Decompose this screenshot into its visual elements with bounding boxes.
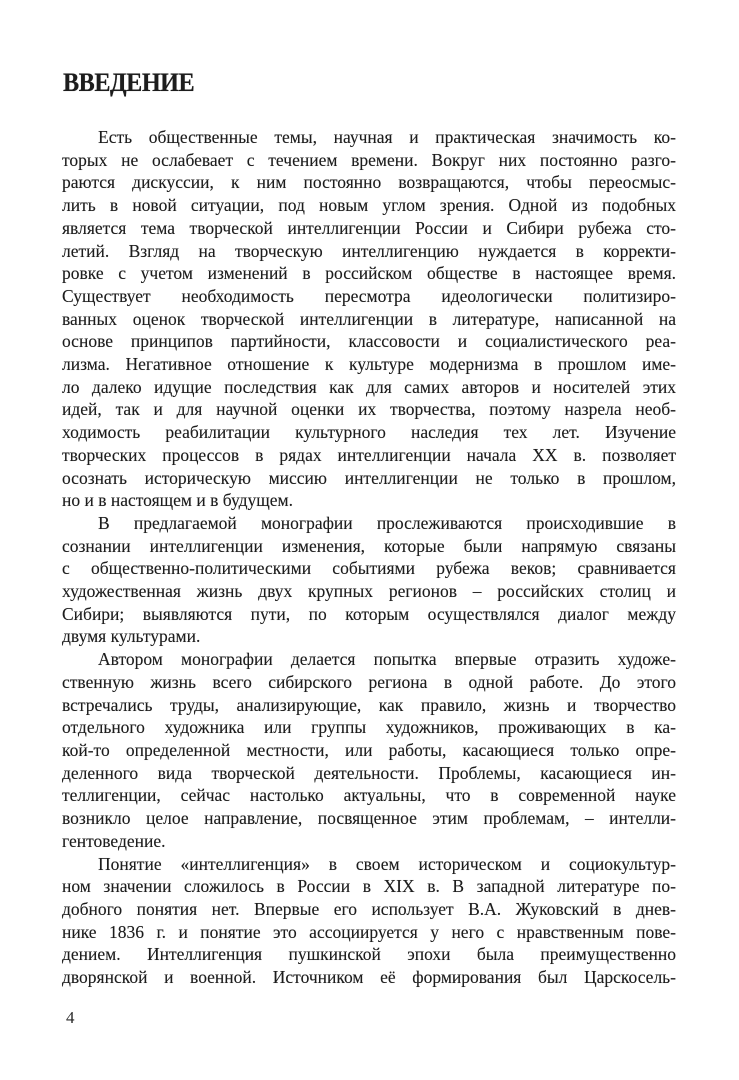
paragraph: [62, 126, 676, 512]
text-line: теллигенции, сейчас настолько актуальны, что в современной науке: [62, 785, 676, 806]
text-line: Автором монографии делается попытка впервые отразить художе-: [98, 649, 676, 670]
text-line: деленного вида творческой деятельности. Проблемы, касающиеся ин-: [62, 762, 676, 783]
text-line: ходимость реабилитации культурного наследия тех лет. Изучение: [62, 422, 676, 443]
text-line: но и в настоящем и в будущем.: [62, 490, 293, 511]
text-line: основе принципов партийности, классовости и социалистического реа-: [62, 331, 676, 352]
text-line: кой-то определенной местности, или работы, касающиеся только опре-: [62, 739, 676, 760]
text-line: идей, так и для научной оценки их творчества, поэтому назрела необ-: [62, 399, 676, 420]
text-line: дением. Интеллигенция пушкинской эпохи была преимущественно: [62, 944, 676, 965]
text-line: торых не ослабевает с течением времени. Вокруг них постоянно разго-: [62, 149, 676, 170]
text-line: художественная жизнь двух крупных регионов – российских столиц и: [62, 581, 676, 602]
text-line: является тема творческой интеллигенции России и Сибири рубежа сто-: [62, 217, 676, 238]
text-line: ванных оценок творческой интеллигенции в литературе, написанной на: [62, 308, 676, 329]
text-line: гентоведение.: [62, 830, 166, 851]
text-line: сознании интеллигенции изменения, которые были напрямую связаны: [62, 535, 676, 556]
body-text: [62, 126, 676, 989]
paragraph: [62, 853, 676, 989]
text-line: ровке с учетом изменений в российском обществе в настоящее время.: [62, 263, 676, 284]
text-line: встречались труды, анализирующие, как правило, жизнь и творчество: [62, 694, 676, 715]
text-line: с общественно-политическими событиями рубежа веков; сравнивается: [62, 558, 676, 579]
text-line: осознать историческую миссию интеллигенции не только в прошлом,: [62, 467, 676, 488]
text-line: ло далеко идущие последствия как для самих авторов и носителей этих: [62, 376, 676, 397]
text-line: В предлагаемой монографии прослеживаются происходившие в: [98, 512, 676, 533]
page-number: 4: [66, 1008, 75, 1027]
page-title: ВВЕДЕНИЕ: [63, 68, 195, 97]
text-line: двумя культурами.: [62, 626, 201, 647]
text-line: лизма. Негативное отношение к культуре модернизма в прошлом име-: [62, 354, 676, 375]
text-line: раются дискуссии, к ним постоянно возвращаются, чтобы переосмыс-: [62, 172, 676, 193]
text-line: творческих процессов в рядах интеллигенции начала XX в. позволяет: [62, 444, 676, 465]
text-line: возникло целое направление, посвященное этим проблемам, – интелли-: [62, 808, 676, 829]
text-line: лить в новой ситуации, под новым углом зрения. Одной из подобных: [62, 195, 676, 216]
text-line: Понятие «интеллигенция» в своем историческом и социокультур-: [98, 853, 676, 874]
text-line: добного понятия нет. Впервые его использует В.А. Жуковский в днев-: [62, 898, 676, 919]
text-line: ственную жизнь всего сибирского региона в одной работе. До этого: [62, 671, 676, 692]
paragraph: [62, 512, 676, 648]
paragraph: [62, 648, 676, 852]
text-line: дворянской и военной. Источником её формирования был Царскосель-: [62, 967, 676, 988]
text-line: летий. Взгляд на творческую интеллигенцию нуждается в корректи-: [62, 240, 676, 261]
text-line: нике 1836 г. и понятие это ассоциируется у него с нравственным пове-: [62, 921, 676, 942]
text-line: Сибири; выявляются пути, по которым осуществлялся диалог между: [62, 603, 676, 624]
text-line: отдельного художника или группы художников, проживающих в ка-: [62, 717, 676, 738]
text-line: ном значении сложилось в России в XIX в. В западной литературе по-: [62, 876, 676, 897]
text-line: Есть общественные темы, научная и практическая значимость ко-: [98, 127, 676, 147]
text-line: Существует необходимость пересмотра идеологически политизиро-: [62, 285, 676, 306]
